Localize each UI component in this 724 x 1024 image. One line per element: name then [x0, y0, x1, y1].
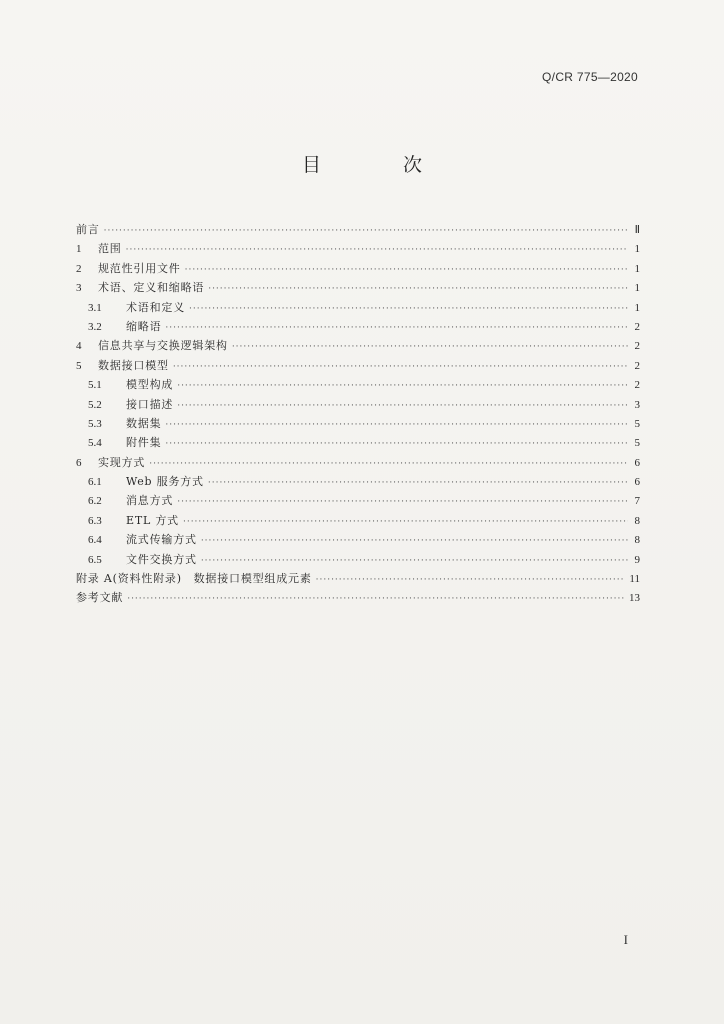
toc-entry[interactable] [76, 472, 640, 491]
toc-entry-page: 13 [629, 592, 640, 605]
toc-dot-leader [165, 319, 628, 338]
toc-entry[interactable] [76, 220, 640, 239]
toc-dot-leader [208, 280, 628, 299]
toc-entry[interactable] [76, 298, 640, 317]
toc-entry-title: 术语和定义 [126, 300, 185, 314]
toc-entry[interactable] [76, 530, 640, 549]
toc-entry-page: 7 [634, 495, 640, 508]
toc-dot-leader [126, 241, 628, 260]
toc-entry-title: 数据集 [126, 416, 162, 430]
toc-entry-title: 信息共享与交换逻辑架构 [98, 339, 228, 353]
toc-entry[interactable] [76, 491, 640, 510]
document-code: Q/CR 775—2020 [542, 70, 638, 84]
toc-entry-title: 文件交换方式 [126, 552, 197, 566]
toc-entry-page: 1 [634, 243, 640, 256]
toc-entry-number: 4 [76, 340, 82, 353]
toc-entry[interactable] [76, 569, 640, 588]
toc-dot-leader [183, 513, 628, 532]
toc-entry-page: 6 [634, 476, 640, 489]
toc-entry-page: 8 [634, 514, 640, 527]
toc-entry-page: 2 [634, 340, 640, 353]
toc-entry-title: 术语、定义和缩略语 [98, 281, 205, 295]
toc-entry-title: 实现方式 [98, 455, 146, 469]
toc-entry-title: 消息方式 [126, 494, 174, 508]
table-of-contents [76, 220, 640, 608]
toc-dot-leader [173, 358, 628, 377]
toc-entry[interactable] [76, 259, 640, 278]
toc-entry-number: 6.1 [88, 476, 102, 489]
toc-entry-number: 6.5 [88, 553, 102, 566]
toc-entry[interactable] [76, 511, 640, 530]
toc-dot-leader [149, 455, 628, 474]
toc-dot-leader [201, 532, 628, 551]
toc-entry[interactable] [76, 414, 640, 433]
toc-entry[interactable] [76, 239, 640, 258]
toc-entry-number: 5.2 [88, 398, 102, 411]
toc-dot-leader [232, 338, 628, 357]
toc-entry[interactable] [76, 375, 640, 394]
toc-entry-title: 流式传输方式 [126, 533, 197, 547]
toc-entry-page: 2 [634, 320, 640, 333]
toc-entry-page: 11 [629, 573, 640, 586]
toc-entry-number: 6.2 [88, 495, 102, 508]
toc-entry-title: 接口描述 [126, 397, 174, 411]
toc-dot-leader [316, 571, 626, 590]
toc-entry-page: 5 [634, 437, 640, 450]
toc-entry-page: 5 [634, 417, 640, 430]
toc-entry-title: 缩略语 [126, 319, 162, 333]
toc-entry-number: 1 [76, 243, 82, 256]
toc-dot-leader [189, 300, 628, 319]
toc-entry-title: ETL 方式 [126, 513, 179, 527]
page-number: I [623, 932, 628, 947]
toc-entry-number: 6.3 [88, 514, 102, 527]
toc-entry-number: 5.1 [88, 379, 102, 392]
toc-entry-title: 范围 [98, 242, 122, 256]
toc-entry-number: 6.4 [88, 534, 102, 547]
toc-entry-title: 数据接口模型 [98, 358, 169, 372]
toc-entry-page: Ⅱ [634, 224, 640, 236]
toc-entry-title: 附录 A(资料性附录) 数据接口模型组成元素 [76, 572, 312, 586]
toc-entry-number: 5.3 [88, 417, 102, 430]
toc-dot-leader [127, 590, 625, 609]
toc-entry[interactable] [76, 588, 640, 607]
toc-dot-leader [185, 261, 628, 280]
toc-entry-title: 规范性引用文件 [98, 261, 181, 275]
toc-entry[interactable] [76, 356, 640, 375]
toc-entry-page: 1 [634, 301, 640, 314]
toc-entry[interactable] [76, 278, 640, 297]
toc-entry-number: 6 [76, 456, 82, 469]
toc-entry-page: 8 [634, 534, 640, 547]
toc-entry-title: 模型构成 [126, 378, 174, 392]
toc-dot-leader [208, 474, 628, 493]
toc-entry-title: Web 服务方式 [126, 475, 204, 489]
toc-entry-number: 2 [76, 262, 82, 275]
toc-entry-page: 6 [634, 456, 640, 469]
toc-entry[interactable] [76, 317, 640, 336]
toc-entry-number: 5.4 [88, 437, 102, 450]
toc-entry-number: 3 [76, 282, 82, 295]
toc-entry[interactable] [76, 550, 640, 569]
toc-entry-page: 9 [634, 553, 640, 566]
toc-entry-number: 3.1 [88, 301, 102, 314]
toc-dot-leader [177, 377, 628, 396]
toc-dot-leader [104, 222, 628, 241]
toc-entry-title: 前言 [76, 223, 100, 236]
toc-entry[interactable] [76, 395, 640, 414]
toc-dot-leader [177, 397, 628, 416]
toc-dot-leader [165, 435, 628, 454]
toc-entry-title: 附件集 [126, 436, 162, 450]
toc-dot-leader [165, 416, 628, 435]
toc-entry[interactable] [76, 336, 640, 355]
toc-entry-page: 2 [634, 379, 640, 392]
toc-dot-leader [177, 493, 628, 512]
toc-entry-page: 1 [634, 262, 640, 275]
page-title: 目 次 [301, 154, 461, 176]
toc-entry[interactable] [76, 433, 640, 452]
toc-entry-page: 3 [634, 398, 640, 411]
toc-entry-number: 3.2 [88, 320, 102, 333]
toc-entry-page: 1 [634, 282, 640, 295]
toc-entry-number: 5 [76, 359, 82, 372]
toc-entry-title: 参考文献 [76, 591, 124, 605]
toc-entry-page: 2 [634, 359, 640, 372]
toc-entry[interactable] [76, 453, 640, 472]
